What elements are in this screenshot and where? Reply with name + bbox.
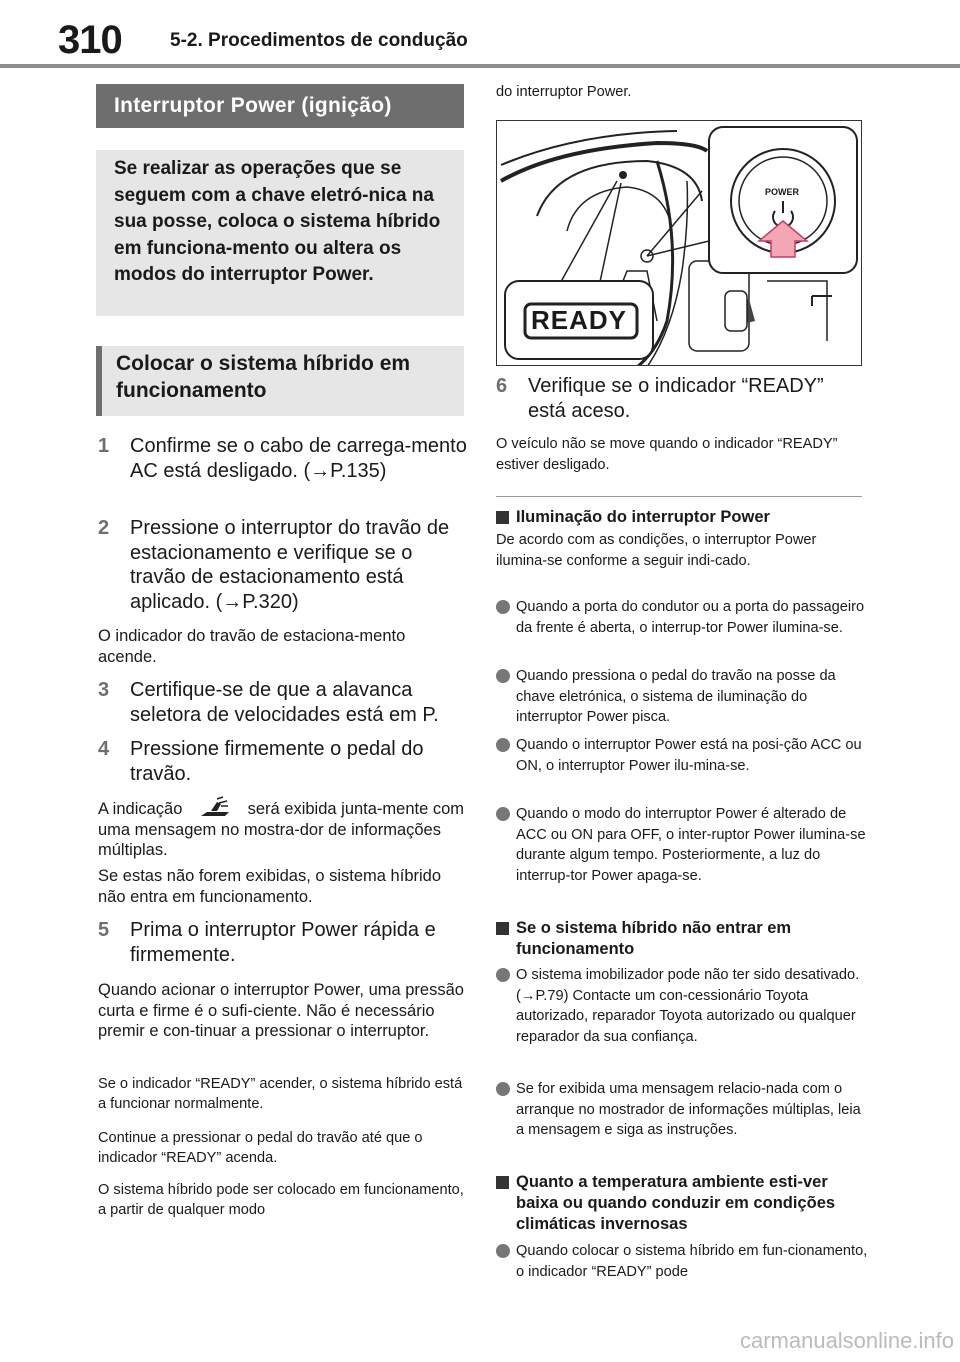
step-6-note: O veículo não se move quando o indicador “READY” estiver desligado. [496, 436, 838, 473]
note-text: será exibida junta-mente com uma mensagem no mostra-dor de informações múltiplas. [98, 800, 465, 859]
header-rule [0, 64, 960, 68]
circle-bullet-icon [496, 1244, 510, 1258]
step-5 [98, 918, 468, 967]
circle-bullet-icon [496, 807, 510, 821]
page-number: 310 [58, 18, 122, 62]
list-item: Quando a porta do condutor ou a porta do passageiro da frente é aberta, o interrup-tor Power ilumina-se. [496, 597, 868, 638]
step-3 [98, 678, 468, 727]
ready-label: READY [531, 305, 628, 335]
note-text: A indicação [98, 800, 183, 818]
heading-not-starting: Se o sistema híbrido não entrar em funcionamento [496, 918, 868, 960]
list-item: Quando colocar o sistema híbrido em fun-cionamento, o indicador “READY” pode [496, 1241, 868, 1282]
small-note-3: O sistema híbrido pode ser colocado em funcionamento, a partir de qualquer modo [98, 1182, 464, 1218]
list-item: Quando o modo do interruptor Power é alterado de ACC ou ON para OFF, o inter-ruptor Power ilumina-se durante algum tempo. Posteriormente, a luz do interrup-tor Power apaga-se. [496, 804, 868, 886]
step-text: Certifique-se de que a alavanca seletora de velocidades está em P. [130, 679, 439, 726]
step-number: 6 [496, 375, 508, 397]
step-4-note-2: Se estas não forem exibidas, o sistema híbrido não entra em funcionamento. [98, 867, 442, 906]
continued-text: do interruptor Power. [496, 84, 632, 100]
circle-bullet-icon [496, 669, 510, 683]
step-text: Confirme se o cabo de carrega-mento AC está desligado. (→P.135) [130, 435, 467, 482]
step-6 [496, 374, 866, 423]
step-2-note: O indicador do travão de estaciona-mento acende. [98, 627, 406, 666]
watermark: carmanualsonline.info [739, 1328, 954, 1353]
list-item: O sistema imobilizador pode não ter sido desativado. (→P.79) Contacte um con-cessionário Toyota autorizado, reparador Toyota autorizado ou qualquer reparador da sua confiança. [496, 965, 868, 1047]
list-item: Se for exibida uma mensagem relacio-nada com o arranque no mostrador de informações múltiplas, leia a mensagem e siga as instruções. [496, 1079, 868, 1141]
square-bullet-icon [496, 511, 509, 524]
heading-power-lighting: Iluminação do interruptor Power [496, 507, 868, 528]
topic-title: Interruptor Power (ignição) [96, 84, 464, 128]
list-item: Quando pressiona o pedal do travão na posse da chave eletrónica, o sistema de iluminação do interruptor Power pisca. [496, 666, 868, 728]
step-text: Pressione o interruptor do travão de estacionamento e verifique se o travão de estacionamento está aplicado. (→P.320) [130, 517, 450, 613]
step-text: Prima o interruptor Power rápida e firmemente. [130, 919, 436, 966]
step-4-note [98, 796, 468, 861]
square-bullet-icon [496, 922, 509, 935]
foot-on-brake-icon [187, 796, 243, 816]
list-item: Quando o interruptor Power está na posi-ção ACC ou ON, o interruptor Power ilu-mina-se. [496, 735, 868, 776]
circle-bullet-icon [496, 600, 510, 614]
intro-box: Se realizar as operações que se seguem com a chave eletró-nica na sua posse, coloca o sistema híbrido em funciona-mento ou altera os modos do interruptor Power. [96, 150, 464, 316]
divider [496, 496, 862, 497]
step-4 [98, 737, 468, 786]
step-5-note: Quando acionar o interruptor Power, uma pressão curta e firme é o sufi-ciente. Não é necessário premir e con-tinuar a pressionar o interruptor. [98, 981, 464, 1040]
small-note-1: Se o indicador “READY” acender, o sistema híbrido está a funcionar normalmente. [98, 1076, 463, 1112]
step-1 [98, 434, 468, 483]
subsection-title: Colocar o sistema híbrido em funcionamento [96, 346, 464, 416]
step-number: 4 [98, 738, 110, 760]
step-number: 1 [98, 435, 110, 457]
square-bullet-icon [496, 1176, 509, 1189]
circle-bullet-icon [496, 968, 510, 982]
section-title: 5-2. Procedimentos de condução [170, 30, 468, 51]
circle-bullet-icon [496, 738, 510, 752]
step-number: 2 [98, 517, 110, 539]
step-text: Pressione firmemente o pedal do travão. [130, 738, 424, 785]
small-note-2: Continue a pressionar o pedal do travão até que o indicador “READY” acenda. [98, 1130, 423, 1166]
step-number: 3 [98, 679, 110, 701]
step-text: Verifique se o indicador “READY” está aceso. [528, 375, 824, 422]
power-label: POWER [765, 187, 800, 197]
step-number: 5 [98, 919, 110, 941]
step-2 [98, 516, 468, 614]
heading-low-temperature: Quanto a temperatura ambiente esti-ver baixa ou quando conduzir em condições climáticas invernosas [496, 1172, 868, 1235]
power-switch-illustration [496, 120, 862, 366]
power-lighting-text: De acordo com as condições, o interruptor Power ilumina-se conforme a seguir indi-cado. [496, 532, 817, 569]
circle-bullet-icon [496, 1082, 510, 1096]
